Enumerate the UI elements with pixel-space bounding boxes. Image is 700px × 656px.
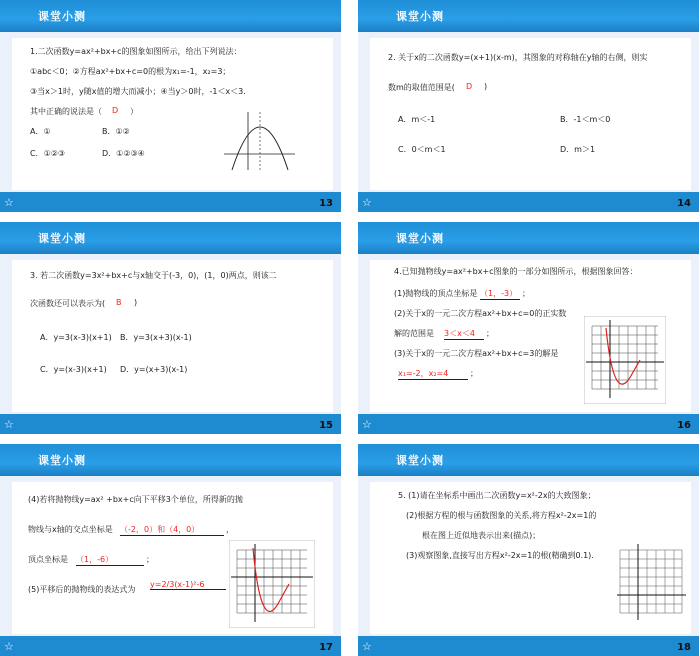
answer-text: B [116,298,122,307]
option-c: C．y=(x-3)(x+1) [40,365,107,374]
question-line: ； [470,369,478,378]
slide-content [12,38,333,190]
star-icon[interactable]: ☆ [4,196,14,209]
page-number: 18 [677,642,691,653]
question-line: ， [226,525,234,534]
option-b: B．y=3(x+3)(x-1) [120,333,192,342]
page-number: 14 [677,198,691,209]
star-icon[interactable]: ☆ [4,418,14,431]
answer-text: （1，-6） [76,554,144,566]
question-line: (3)观察图象,直接写出方程x²-2x=1的根(精确到0.1). [406,551,594,560]
option-c: C．①②③ [30,149,66,158]
question-line: ） [130,107,138,116]
slide-18[interactable] [358,444,699,656]
option-d: D．①②③④ [102,149,145,158]
slide-content [12,482,333,634]
question-line: 4.已知抛物线y=ax²+bx+c图象的一部分如图所示，根据图象回答： [394,267,638,276]
slide-13[interactable] [0,0,341,212]
slide-14[interactable] [358,0,699,212]
question-line: (3)关于x的一元二次方程ax²+bx+c=3的解是 [394,349,559,358]
slide-title: 课堂小测 [38,454,86,467]
option-d: D．y=(x+3)(x-1) [120,365,188,374]
question-line: (1)抛物线的顶点坐标是 [394,289,478,298]
question-line: ①abc＜0；②方程ax²+bx+c=0的根为x₁=-1，x₂=3； [30,67,231,76]
option-c: C．0＜m＜1 [398,145,446,154]
slide-title: 课堂小测 [396,454,444,467]
question-line: 其中正确的说法是（ [30,107,102,116]
question-line: 2. 关于x的二次函数y=(x+1)(x-m)，其图象的对称轴在y轴的右侧，则实 [388,53,648,62]
grid-graph [584,316,666,404]
answer-text: D [466,82,473,91]
slide-title: 课堂小测 [396,10,444,23]
question-line: ； [522,289,530,298]
blank-grid [616,542,688,624]
question-line: ) [484,82,488,91]
question-line: ； [146,555,154,564]
slide-17[interactable] [0,444,341,656]
star-icon[interactable]: ☆ [362,640,372,653]
slide-footer [358,636,699,656]
page-number: 13 [319,198,333,209]
question-line: ； [486,329,494,338]
option-b: B．①② [102,127,130,136]
star-icon[interactable]: ☆ [362,418,372,431]
slide-title: 课堂小测 [38,10,86,23]
option-a: A．① [30,127,51,136]
slide-footer [0,414,341,434]
slide-content [370,38,691,190]
question-line: 数m的取值范围是( [388,83,455,92]
slide-footer [358,414,699,434]
question-line: 5. (1)请在坐标系中画出二次函数y=x²-2x的大致图象； [398,491,596,500]
slide-footer [0,192,341,212]
slide-content [370,482,691,634]
slide-footer [0,636,341,656]
slide-15[interactable] [0,222,341,434]
slide-content [370,260,691,412]
question-line: 3. 若二次函数y=3x²+bx+c与x轴交于(-3，0)，(1，0)两点，则该二 [30,271,277,280]
slide-16[interactable] [358,222,699,434]
question-line: (2)关于x的一元二次方程ax²+bx+c=0的正实数 [394,309,567,318]
option-a: A．m＜-1 [398,115,436,124]
option-d: D．m＞1 [560,145,596,154]
answer-text: D [112,106,119,115]
question-line: 解的范围是 [394,329,434,338]
answer-text: x₁=-2，x₂=4 [398,368,468,380]
slide-title: 课堂小测 [38,232,86,245]
page-number: 15 [319,420,333,431]
answer-text: （1，-3） [480,288,520,300]
question-line: 1.二次函数y=ax²+bx+c的图象如图所示，给出下列说法： [30,47,242,56]
answer-text: 3＜x＜4 [444,328,484,340]
option-a: A．y=3(x-3)(x+1) [40,333,112,342]
question-line: 物线与x轴的交点坐标是 [28,525,113,534]
question-line: ③当x＞1时，y随x值的增大而减小；④当y＞0时，-1＜x＜3． [30,87,252,96]
option-b: B．-1＜m＜0 [560,115,611,124]
question-line: (5)平移后的抛物线的表达式为 [28,585,136,594]
grid-graph [229,540,315,628]
slide-content [12,260,333,412]
page-number: 17 [319,642,333,653]
question-line: (4)若将抛物线y=ax² +bx+c向下平移3个单位，所得新的抛 [28,495,243,504]
question-line: ) [134,298,138,307]
star-icon[interactable]: ☆ [4,640,14,653]
parabola-graph [222,110,297,172]
slide-footer [358,192,699,212]
slide-title: 课堂小测 [396,232,444,245]
page-number: 16 [677,420,691,431]
question-line: 根在图上近似地表示出来(描点)； [422,531,541,540]
question-line: (2)根据方程的根与函数图象的关系,将方程x²-2x=1的 [406,511,597,520]
star-icon[interactable]: ☆ [362,196,372,209]
answer-text: y=2/3(x-1)²-6 [150,580,226,590]
question-line: 次函数还可以表示为( [30,299,106,308]
answer-text: （-2，0）和（4，0） [120,524,224,536]
question-line: 顶点坐标是 [28,555,68,564]
